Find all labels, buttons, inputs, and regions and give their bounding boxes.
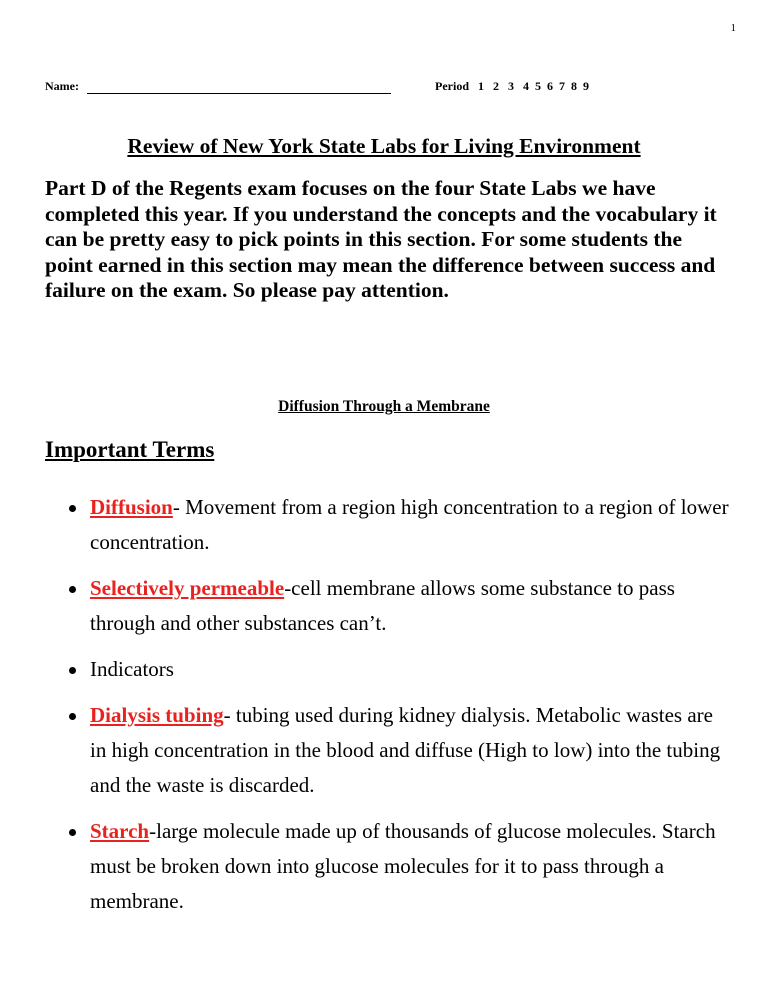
- term-name: Selectively permeable: [90, 576, 285, 600]
- term-definition: -cell membrane allows some substance to pass through and other substances can’t.: [90, 576, 675, 635]
- bullet-icon: [69, 667, 76, 674]
- term-name: Diffusion: [90, 495, 173, 519]
- intro-paragraph: Part D of the Regents exam focuses on the four State Labs we have completed this year. If you understand the concepts and the vocabulary it can be pretty easy to pick points in this section. For some students the point earned in this section may mean the difference between success and failure on the exam. So please pay attention.: [45, 176, 717, 302]
- terms-heading: Important Terms: [45, 437, 215, 462]
- section-title: Diffusion Through a Membrane: [278, 398, 490, 415]
- term-name: Starch: [90, 819, 150, 843]
- term-item-dialysis-tubing: [65, 698, 730, 803]
- term-definition: - Movement from a region high concentration to a region of lower concentration.: [90, 495, 729, 554]
- term-definition: -large molecule made up of thousands of glucose molecules. Starch must be broken down into glucose molecules for it to pass through a membrane.: [90, 819, 716, 913]
- bullet-icon: [69, 713, 76, 720]
- bullet-icon: [69, 586, 76, 593]
- term-definition: - tubing used during kidney dialysis. Metabolic wastes are in high concentration in the blood and diffuse (High to low) into the tubing and the waste is discarded.: [90, 703, 721, 797]
- terms-list: [65, 490, 730, 930]
- term-item-starch: [65, 814, 730, 919]
- document-title: Review of New York State Labs for Living Environment: [127, 134, 641, 158]
- name-blank-line: [87, 93, 391, 94]
- term-item-indicators: [65, 652, 730, 687]
- term-definition: Indicators: [90, 657, 174, 681]
- bullet-icon: [69, 829, 76, 836]
- term-item-selectively-permeable: [65, 571, 730, 641]
- page-number: 1: [730, 22, 736, 34]
- period-options: Period 1 2 3 4 5 6 7 8 9: [435, 79, 589, 93]
- bullet-icon: [69, 505, 76, 512]
- name-label: Name:: [45, 79, 79, 93]
- term-name: Dialysis tubing: [90, 703, 224, 727]
- term-item-diffusion: [65, 490, 730, 560]
